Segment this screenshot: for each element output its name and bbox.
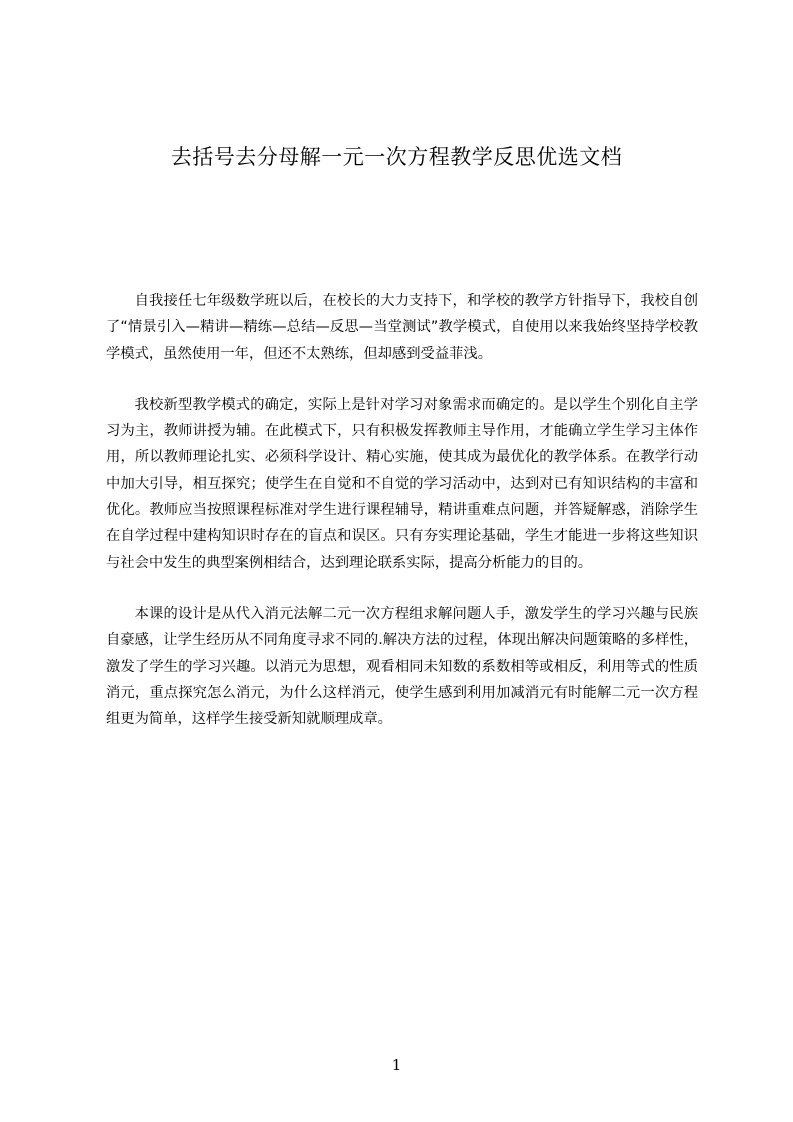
- document-body: [106, 288, 698, 757]
- paragraph-2: 我校新型教学模式的确定，实际上是针对学习对象需求而确定的。是以学生个别化自主学习为主，教师讲授为辅。在此模式下，只有积极发挥教师主导作用，才能确立学生学习主体作用，所以教师理论扎实、必须科学设计、精心实施，使其成为最优化的教学体系。在教学行动中加大引导，相互探究；使学生在自觉和不自觉的学习活动中，达到对已有知识结构的丰富和优化。教师应当按照课程标准对学生进行课程辅导，精讲重难点问题，并答疑解惑，消除学生在自学过程中建构知识时存在的盲点和误区。只有夯实理论基础，学生才能进一步将这些知识与社会中发生的典型案例相结合，达到理论联系实际，提高分析能力的目的。: [106, 396, 698, 571]
- paragraph-1: 自我接任七年级数学班以后，在校长的大力支持下，和学校的教学方针指导下，我校自创了“情景引入—精讲—精练—总结—反思—当堂测试”教学模式，自使用以来我始终坚持学校教学模式，虽然使用一年，但还不太熟练，但却感到受益菲浅。: [106, 293, 698, 362]
- paragraph-3: 本课的设计是从代入消元法解二元一次方程组求解问题人手，激发学生的学习兴趣与民族自豪感，让学生经历从不同角度寻求不同的.解决方法的过程，体现出解决问题策略的多样性，激发了学生的学习兴趣。以消元为思想，观看相同未知数的系数相等或相反，利用等式的性质消元，重点探究怎么消元，为什么这样消元，使学生感到利用加减消元有时能解二元一次方程组更为简单，这样学生接受新知就顺理成章。: [106, 605, 698, 728]
- document-title: 去括号去分母解一元一次方程教学反思优选文档: [170, 145, 623, 169]
- page-number: 1: [391, 1056, 402, 1074]
